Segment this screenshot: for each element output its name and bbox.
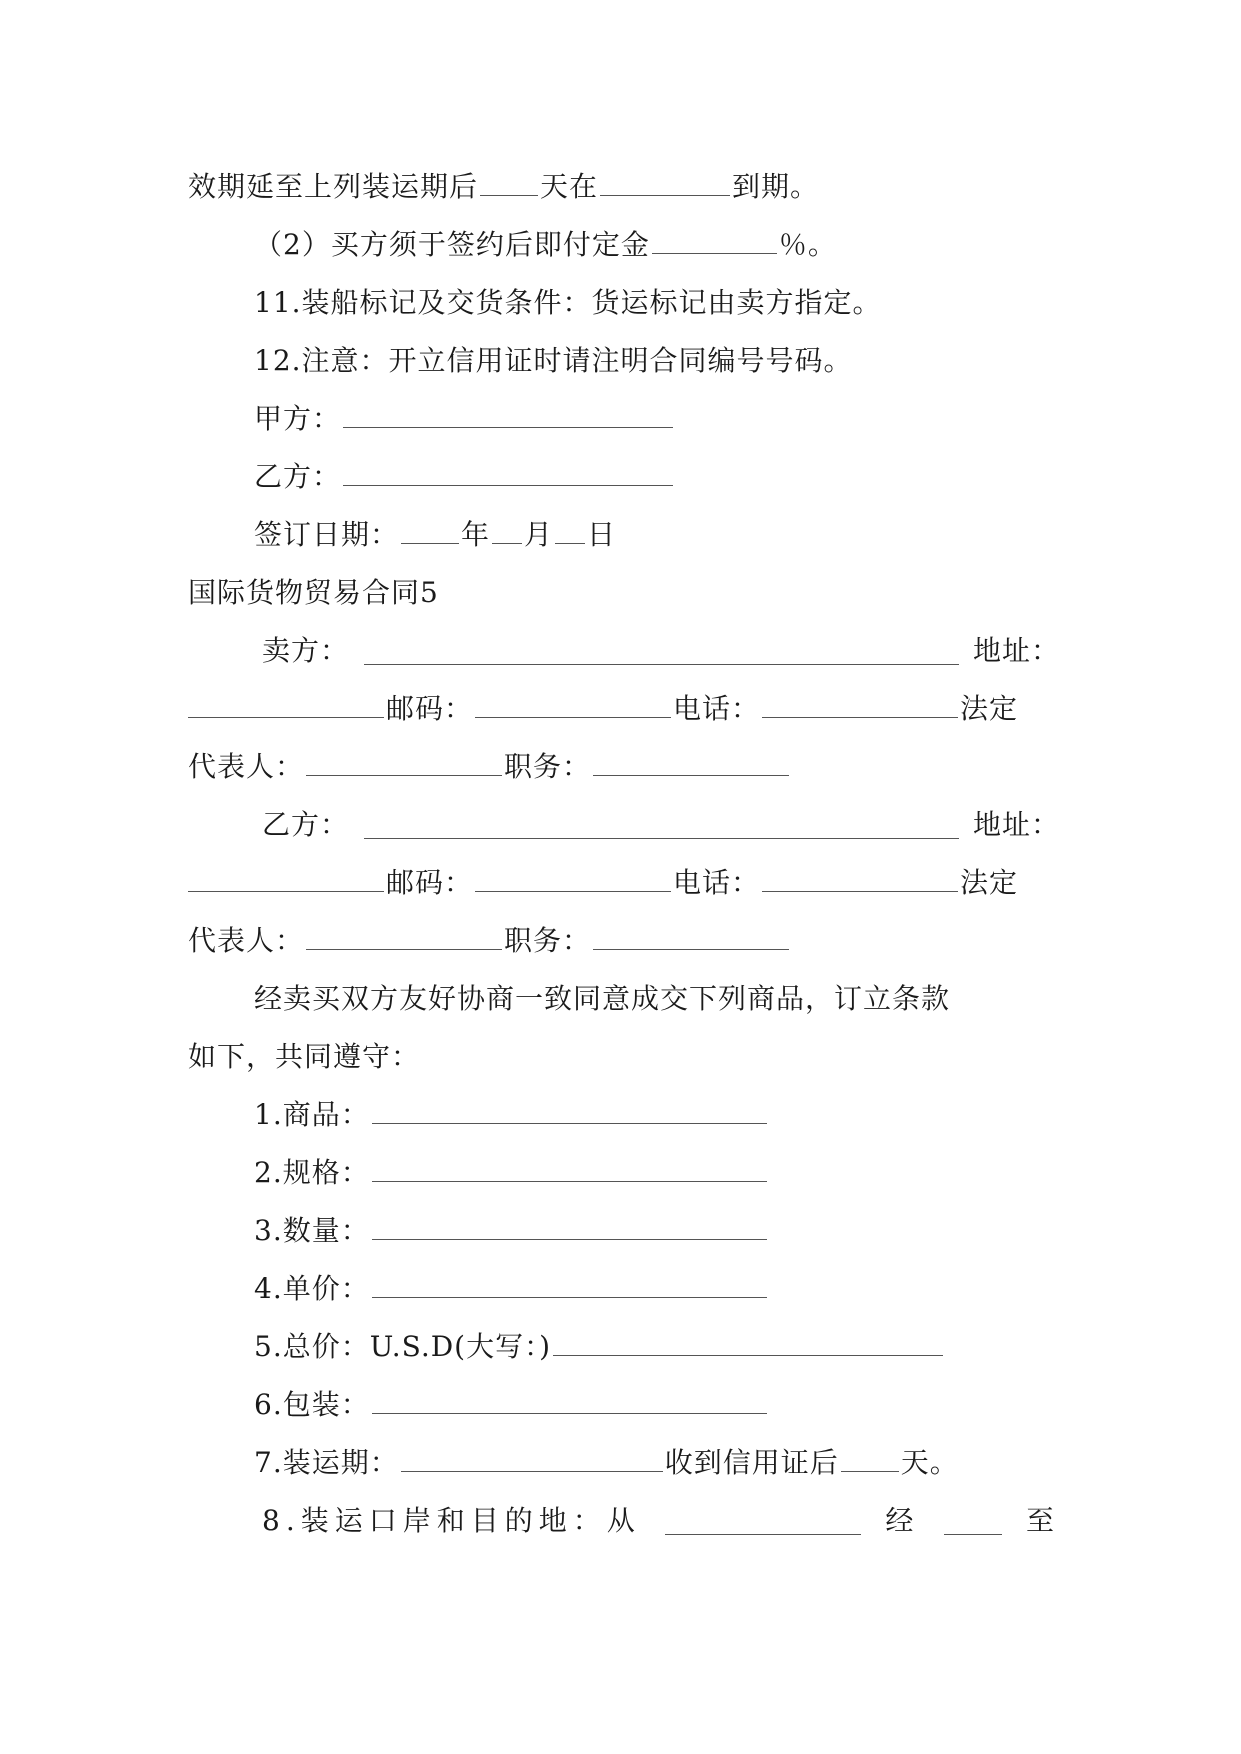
- item-specification: [254, 1151, 769, 1195]
- text-segment: 国际货物贸易合同5: [188, 576, 439, 609]
- text-segment: 年: [461, 518, 491, 551]
- field-label: 乙方：: [262, 808, 350, 841]
- agreement-paragraph: [254, 977, 950, 1021]
- item-packing: [254, 1383, 769, 1427]
- fill-blank[interactable]: [593, 749, 789, 776]
- contract-heading: [188, 571, 439, 615]
- fill-blank[interactable]: [401, 1445, 663, 1472]
- field-label: 卖方：: [262, 634, 350, 667]
- field-label: 2.规格：: [254, 1156, 370, 1189]
- fill-blank[interactable]: [652, 227, 777, 254]
- seller-line: [262, 629, 1060, 673]
- fill-blank[interactable]: [555, 517, 585, 544]
- item-total-price: [254, 1325, 945, 1369]
- field-label: 邮码：: [386, 866, 474, 899]
- field-label: 3.数量：: [254, 1214, 370, 1247]
- fill-blank[interactable]: [343, 401, 673, 428]
- field-label: 职务：: [504, 750, 592, 783]
- item-unit-price: [254, 1267, 769, 1311]
- fill-blank[interactable]: [364, 812, 959, 839]
- item-shipment-time: [254, 1441, 959, 1485]
- seller-contact-line: [188, 687, 1018, 731]
- field-label: 电话：: [673, 692, 761, 725]
- fill-blank[interactable]: [600, 169, 730, 196]
- text-segment: 天。: [900, 1446, 959, 1479]
- text-segment: 如下，共同遵守：: [188, 1040, 421, 1073]
- signing-date: [254, 513, 616, 557]
- fill-blank[interactable]: [372, 1213, 767, 1240]
- fill-blank[interactable]: [475, 691, 671, 718]
- fill-blank[interactable]: [372, 1155, 767, 1182]
- field-label: 4.单价：: [254, 1272, 370, 1305]
- fill-blank[interactable]: [762, 691, 958, 718]
- buyer-representative-line: [188, 919, 791, 963]
- fill-blank[interactable]: [364, 638, 959, 665]
- text-segment: 效期延至上列装运期后: [188, 170, 479, 203]
- text-segment: 月: [524, 518, 554, 551]
- fill-blank[interactable]: [306, 923, 502, 950]
- text-segment: 经: [885, 1504, 920, 1537]
- fill-blank[interactable]: [188, 865, 384, 892]
- fill-blank[interactable]: [593, 923, 789, 950]
- fill-blank[interactable]: [944, 1508, 1002, 1535]
- field-label: 签订日期：: [254, 518, 400, 551]
- fill-blank[interactable]: [665, 1508, 861, 1535]
- field-label: 甲方：: [254, 402, 342, 435]
- party-a-signature: [254, 397, 675, 441]
- text-segment: 12.注意：开立信用证时请注明合同编号号码。: [254, 344, 853, 377]
- clause-11: [254, 281, 882, 325]
- buyer-contact-line: [188, 861, 1018, 905]
- buyer-line: [262, 803, 1060, 847]
- field-label: 电话：: [673, 866, 761, 899]
- fill-blank[interactable]: [492, 517, 522, 544]
- agreement-paragraph-cont: [188, 1035, 420, 1079]
- fill-blank[interactable]: [372, 1387, 767, 1414]
- fill-blank[interactable]: [553, 1329, 943, 1356]
- field-label: 代表人：: [188, 750, 305, 783]
- text-segment: ％。: [778, 228, 837, 261]
- field-label: 邮码：: [386, 692, 474, 725]
- text-segment: 至: [1025, 1504, 1060, 1537]
- fill-blank[interactable]: [841, 1445, 899, 1472]
- field-label: 代表人：: [188, 924, 305, 957]
- field-label: 8.装运口岸和目的地：从: [262, 1504, 641, 1537]
- fill-blank[interactable]: [480, 169, 538, 196]
- text-segment: 到期。: [732, 170, 820, 203]
- fill-blank[interactable]: [762, 865, 958, 892]
- party-b-signature: [254, 455, 675, 499]
- item-port: [262, 1499, 1060, 1543]
- field-label: 乙方：: [254, 460, 342, 493]
- fill-blank[interactable]: [306, 749, 502, 776]
- text-segment: 收到信用证后: [664, 1446, 839, 1479]
- fill-blank[interactable]: [401, 517, 459, 544]
- fill-blank[interactable]: [188, 691, 384, 718]
- field-label: 地址：: [972, 808, 1060, 841]
- text-line: [254, 223, 837, 267]
- field-label: 职务：: [504, 924, 592, 957]
- text-segment: 经卖买双方友好协商一致同意成交下列商品，订立条款: [254, 982, 951, 1015]
- field-label: 5.总价：U.S.D(大写：): [254, 1330, 552, 1363]
- text-segment: 法定: [960, 866, 1019, 899]
- field-label: 6.包装：: [254, 1388, 370, 1421]
- fill-blank[interactable]: [372, 1271, 767, 1298]
- item-quantity: [254, 1209, 769, 1253]
- text-line: [188, 165, 819, 209]
- field-label: 7.装运期：: [254, 1446, 399, 1479]
- text-segment: 11.装船标记及交货条件：货运标记由卖方指定。: [254, 286, 882, 319]
- field-label: 1.商品：: [254, 1098, 370, 1131]
- text-segment: 天在: [540, 170, 599, 203]
- fill-blank[interactable]: [372, 1097, 767, 1124]
- text-segment: 法定: [960, 692, 1019, 725]
- text-segment: 日: [587, 518, 617, 551]
- field-label: 地址：: [972, 634, 1060, 667]
- item-commodity: [254, 1093, 769, 1137]
- clause-12: [254, 339, 853, 383]
- text-segment: （2）买方须于签约后即付定金: [254, 228, 650, 261]
- fill-blank[interactable]: [475, 865, 671, 892]
- seller-representative-line: [188, 745, 791, 789]
- fill-blank[interactable]: [343, 459, 673, 486]
